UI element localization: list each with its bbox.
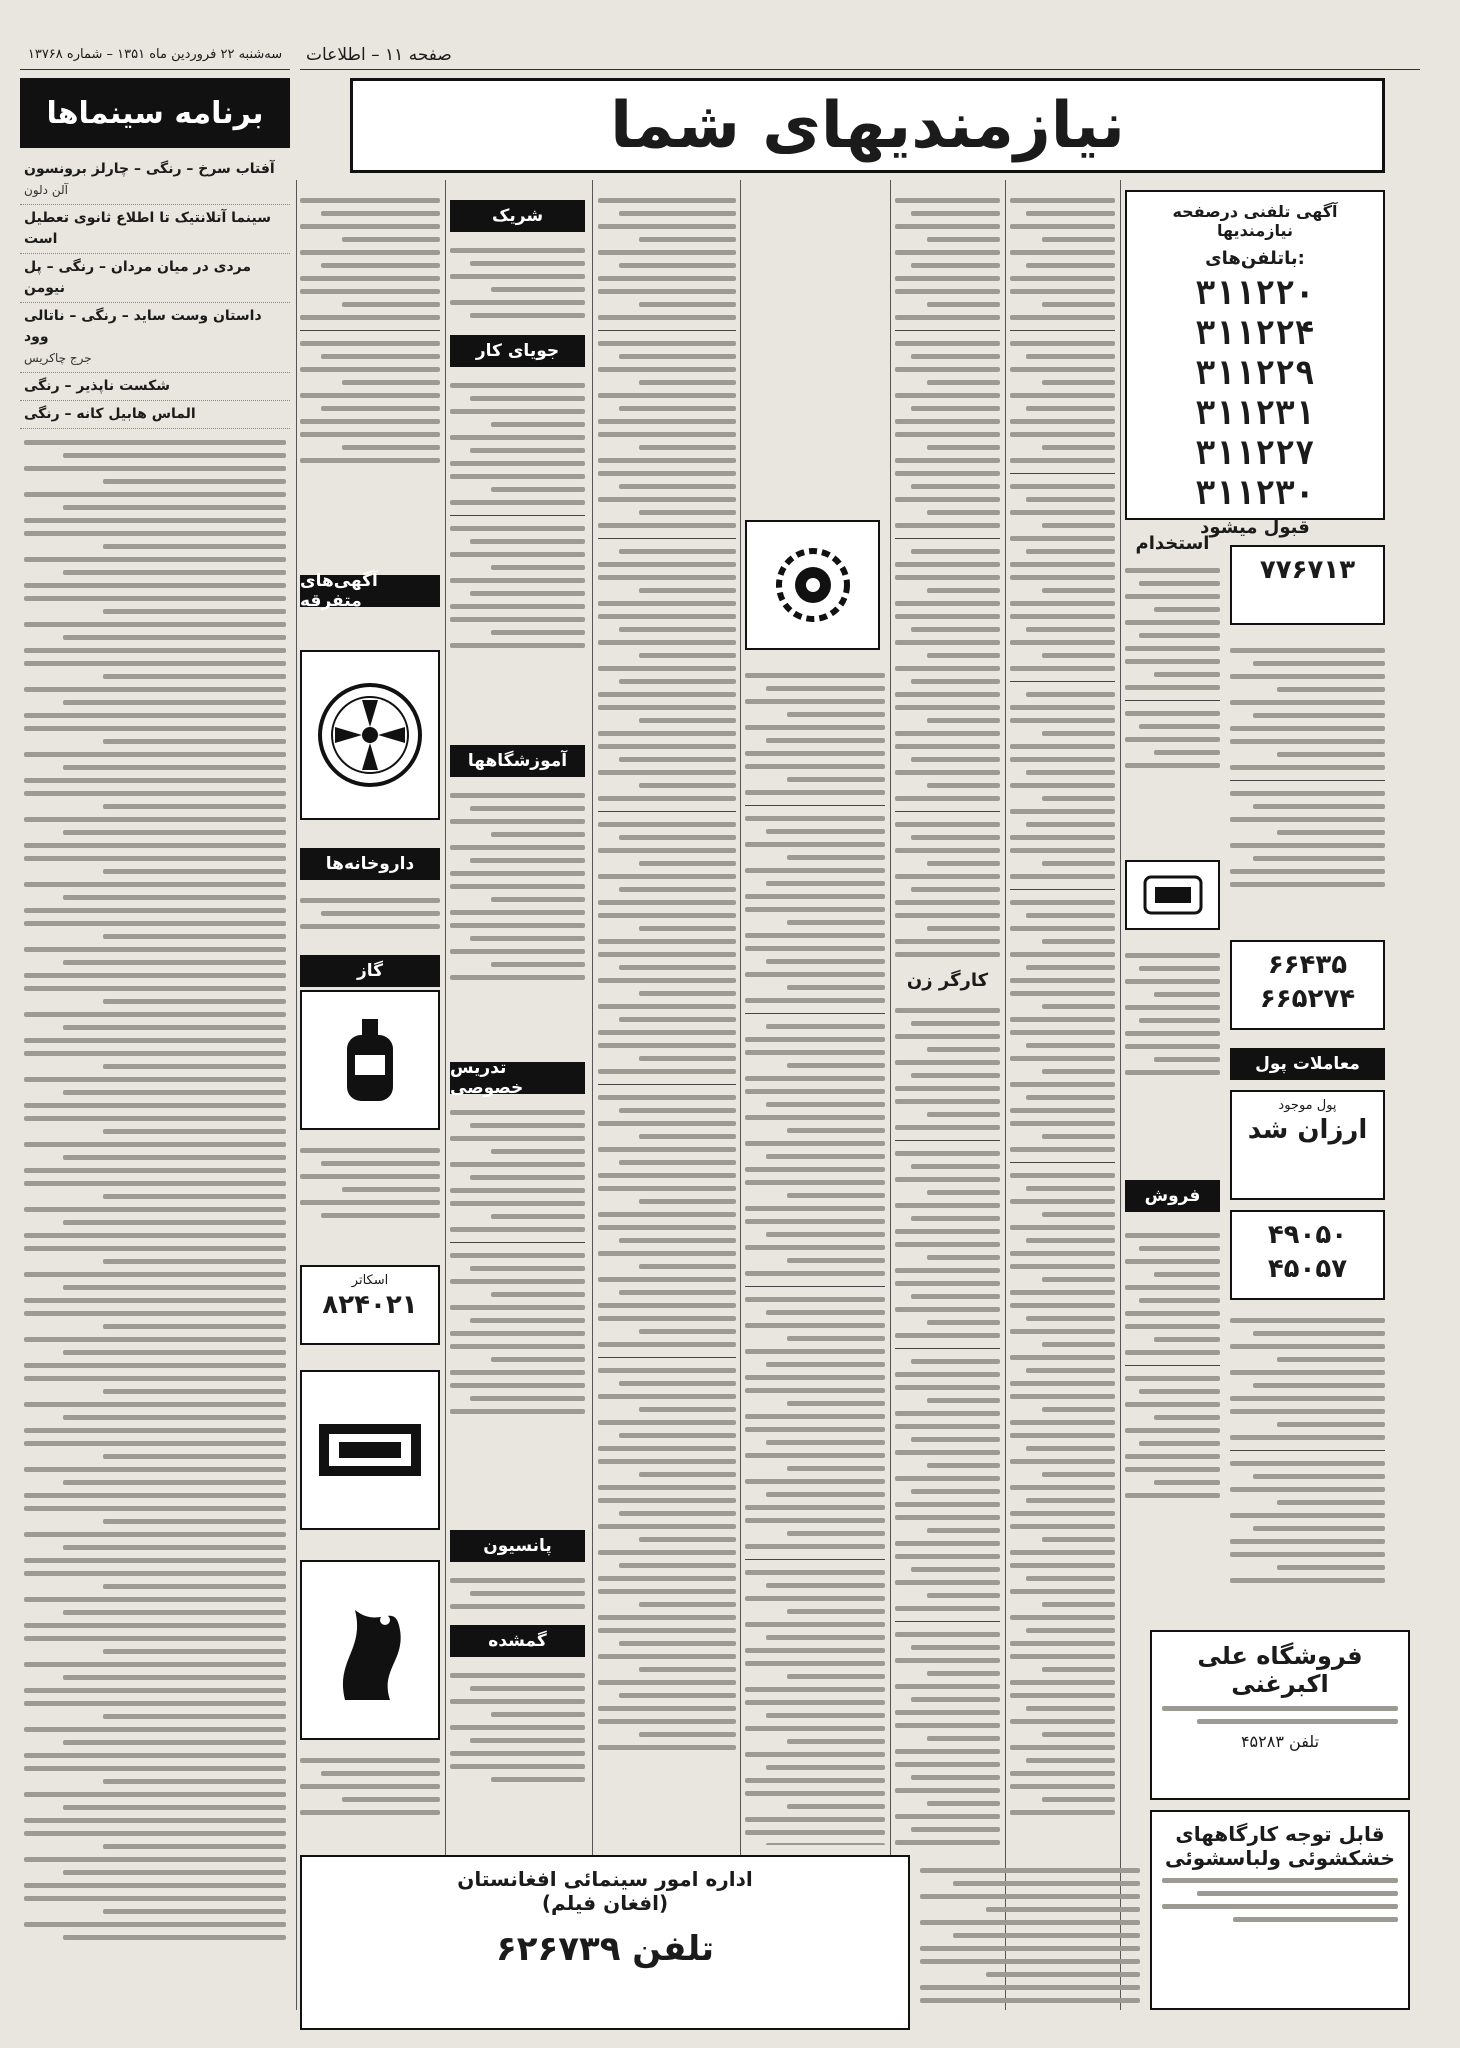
classified-column (1230, 640, 1385, 930)
laundry-ad (1150, 1810, 1410, 2010)
cinema-item: مردی در میان مردان – رنگی – پل نیومن (20, 254, 290, 303)
column-rule (890, 180, 891, 2010)
ali-akbar-title: فروشگاه علی اکبرغنی (1197, 1642, 1363, 1698)
phone-number: ۳۱۱۲۲۴ (1195, 313, 1315, 352)
irangaz-mark-icon (315, 1420, 425, 1480)
classified-column (450, 1102, 585, 1522)
classified-column (300, 1140, 440, 1255)
gear-emblem-icon (773, 545, 853, 625)
cinema-title: برنامه سینماها (20, 78, 290, 148)
ad-money-box (1230, 1090, 1385, 1200)
ali-akbar-sub: تلفن ۴۵۲۸۳ (1240, 1732, 1320, 1751)
classified-column (300, 1750, 440, 1845)
cinema-item: آفتاب سرخ – رنگی – چارلز برونسون آلن دلون (20, 156, 290, 205)
heading-tadris: تدریس خصوصی (450, 1062, 585, 1094)
afghan-film-tel: تلفن ۶۲۶۷۳۹ (495, 1929, 715, 1969)
cinema-item: الماس هابیل کانه – رنگی (20, 401, 290, 429)
heading-estekhdam: استخدام (1135, 533, 1210, 554)
date-header: سه‌شنبه ۲۲ فروردین ماه ۱۳۵۱ – شماره ۱۳۷۶۸ (20, 40, 290, 70)
heading-darookhaneh: داروخانه‌ها (300, 848, 440, 880)
badge-icon (1143, 875, 1203, 915)
afghan-film-ad (300, 1855, 910, 2030)
phone-ad-box (1125, 190, 1385, 538)
header-right: صفحه ۱۱ – اطلاعات (306, 44, 452, 65)
classified-column (450, 375, 585, 735)
small-ad-logo (1125, 860, 1220, 930)
classified-column (1125, 560, 1220, 850)
ad-brand: اسکاتر (351, 1273, 389, 1288)
ad-phone-box (1230, 545, 1385, 625)
phone-ad-sub-top: باتلفن‌های: (1205, 248, 1305, 269)
pars-gaz-logo (300, 1560, 440, 1740)
heading-amoozeshgah: آموزشگاهها (450, 745, 585, 777)
classified-column (1010, 190, 1115, 1850)
company-logo (745, 520, 880, 650)
laundry-title: قابل توجه کارگاههای (1175, 1822, 1385, 1846)
column-rule (1120, 180, 1121, 2010)
cinema-item: سینما آتلانتیک تا اطلاع ثانوی تعطیل است (20, 205, 290, 254)
cinema-item: شکست ناپذیر – رنگی (20, 373, 290, 401)
phone-number: ۳۱۱۲۲۹ (1195, 353, 1315, 392)
cinema-more-text (20, 429, 290, 1951)
heading-pansion: پانسیون (450, 1530, 585, 1562)
ad-money-line: پول موجود (1278, 1098, 1337, 1113)
heading-motafareghe: آگهی‌های متفرقه (300, 575, 440, 607)
page-header (300, 40, 1420, 70)
ad-phone-number: ۴۹۰۵۰ (1267, 1220, 1348, 1250)
ad-phone-box (1230, 940, 1385, 1030)
heading-kargar-zan: کارگر زن (906, 970, 989, 991)
ad-phone-number: ۶۶۵۲۷۴ (1259, 984, 1356, 1014)
classified-column (1125, 945, 1220, 1170)
phone-number: ۳۱۱۲۲۰ (1195, 273, 1315, 312)
fan-icon (315, 680, 425, 790)
classified-column (598, 190, 736, 1840)
heading-gomshodeh: گمشده (450, 1625, 585, 1657)
classified-column (895, 190, 1000, 960)
classified-column (450, 1665, 585, 1845)
classified-column (300, 890, 440, 950)
heading-moamelat: معاملات پول (1230, 1048, 1385, 1080)
cinema-item: داستان وست ساید – رنگی – ناتالی وود جرج چاکریس (20, 303, 290, 373)
classified-column (1230, 1310, 1385, 1620)
classified-column (450, 1570, 585, 1620)
ad-money-title: ارزان شد (1247, 1115, 1368, 1145)
laundry-sub: خشکشوئی ولباسشوئی (1165, 1846, 1395, 1870)
gas-bottle-icon (335, 1015, 405, 1105)
irangaz-logo (300, 1370, 440, 1530)
heading-foroosh: فروش (1125, 1180, 1220, 1212)
dragon-emblem-icon (325, 1590, 415, 1710)
classified-column (450, 240, 585, 330)
phone-number: ۳۱۱۲۳۰ (1195, 473, 1315, 512)
heading-gaz: گاز (300, 955, 440, 987)
ad-phone-number: ۴۵۰۵۷ (1267, 1254, 1348, 1284)
ad-phone-box (1230, 1210, 1385, 1300)
ad-phone-number: ۸۲۴۰۲۱ (322, 1290, 418, 1320)
classified-column (300, 190, 440, 560)
afghan-film-subtitle: (افغان فیلم) (541, 1891, 669, 1915)
classified-column (920, 1860, 1140, 2030)
heading-joyaye-kar: جویای کار (450, 335, 585, 367)
afghan-film-title: اداره امور سینمائی افغانستان (457, 1867, 753, 1891)
column-rule (296, 180, 297, 2010)
ad-phone-number: ۷۷۶۷۱۳ (1259, 555, 1356, 585)
classified-column (895, 1000, 1000, 1850)
cinema-program-column (20, 78, 290, 2028)
phone-ad-sub-bottom: قبول میشود (1200, 517, 1310, 538)
ali-akbar-ghani-ad (1150, 1630, 1410, 1800)
ad-phone-box (300, 1265, 440, 1345)
ad-phone-number: ۶۶۴۳۵ (1267, 950, 1348, 980)
heading-sherkat: شریک (450, 200, 585, 232)
classified-column (1125, 1225, 1220, 1620)
phone-ad-heading: آگهی تلفنی درصفحه نیازمندیها (1172, 202, 1338, 240)
column-rule (1005, 180, 1006, 2010)
phone-number: ۳۱۱۲۲۷ (1195, 433, 1315, 472)
column-rule (592, 180, 593, 2010)
column-rule (740, 180, 741, 2010)
classified-column (745, 665, 885, 1845)
ventilator-ad-logo (300, 650, 440, 820)
phone-number: ۳۱۱۲۳۱ (1195, 393, 1315, 432)
section-banner: نیازمندیهای شما (350, 78, 1385, 173)
gas-company-logo (300, 990, 440, 1130)
column-rule (445, 180, 446, 2010)
classified-column (450, 785, 585, 1055)
